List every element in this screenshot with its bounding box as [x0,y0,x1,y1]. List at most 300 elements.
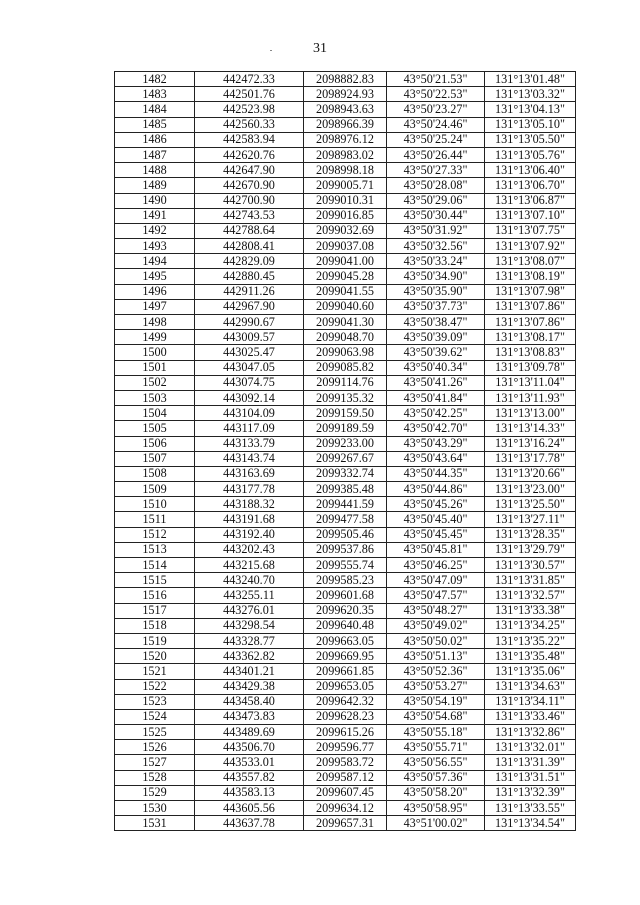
table-row [115,132,576,147]
longitude-cell: 131°13'17.78" [485,451,576,466]
latitude-cell: 43°50'57.36" [387,770,485,785]
table-row [115,451,576,466]
y-coordinate-cell: 2099063.98 [304,345,387,360]
point-number-cell: 1492 [115,223,195,238]
latitude-cell: 43°50'56.55" [387,755,485,770]
y-coordinate-cell: 2099585.23 [304,573,387,588]
point-number-cell: 1531 [115,816,195,831]
longitude-cell: 131°13'32.01" [485,740,576,755]
x-coordinate-cell: 442700.90 [195,193,304,208]
y-coordinate-cell: 2098882.83 [304,72,387,87]
table-row [115,102,576,117]
point-number-cell: 1483 [115,87,195,102]
latitude-cell: 43°50'55.71" [387,740,485,755]
y-coordinate-cell: 2099615.26 [304,725,387,740]
latitude-cell: 43°50'42.25" [387,406,485,421]
y-coordinate-cell: 2099041.30 [304,315,387,330]
x-coordinate-cell: 442788.64 [195,223,304,238]
longitude-cell: 131°13'03.32" [485,87,576,102]
y-coordinate-cell: 2098983.02 [304,147,387,162]
y-coordinate-cell: 2099620.35 [304,603,387,618]
longitude-cell: 131°13'32.39" [485,785,576,800]
x-coordinate-cell: 443255.11 [195,588,304,603]
x-coordinate-cell: 443177.78 [195,482,304,497]
latitude-cell: 43°50'37.73" [387,299,485,314]
table-row [115,163,576,178]
y-coordinate-cell: 2099583.72 [304,755,387,770]
longitude-cell: 131°13'07.86" [485,299,576,314]
point-number-cell: 1512 [115,527,195,542]
point-number-cell: 1530 [115,801,195,816]
x-coordinate-cell: 443133.79 [195,436,304,451]
point-number-cell: 1490 [115,193,195,208]
latitude-cell: 43°50'31.92" [387,223,485,238]
longitude-cell: 131°13'29.79" [485,542,576,557]
coordinates-table [114,71,576,831]
latitude-cell: 43°50'54.19" [387,694,485,709]
x-coordinate-cell: 443092.14 [195,390,304,405]
table-row [115,633,576,648]
y-coordinate-cell: 2099189.59 [304,421,387,436]
latitude-cell: 43°50'32.56" [387,239,485,254]
x-coordinate-cell: 443637.78 [195,816,304,831]
longitude-cell: 131°13'32.57" [485,588,576,603]
longitude-cell: 131°13'06.40" [485,163,576,178]
coordinates-table-body [115,72,576,831]
latitude-cell: 43°50'30.44" [387,208,485,223]
y-coordinate-cell: 2099441.59 [304,497,387,512]
longitude-cell: 131°13'07.92" [485,239,576,254]
latitude-cell: 43°51'00.02" [387,816,485,831]
latitude-cell: 43°50'45.45" [387,527,485,542]
latitude-cell: 43°50'41.26" [387,375,485,390]
latitude-cell: 43°50'52.36" [387,664,485,679]
page-number: 31 [313,41,327,56]
latitude-cell: 43°50'53.27" [387,679,485,694]
table-row [115,588,576,603]
y-coordinate-cell: 2099657.31 [304,816,387,831]
point-number-cell: 1519 [115,633,195,648]
x-coordinate-cell: 443240.70 [195,573,304,588]
y-coordinate-cell: 2099041.55 [304,284,387,299]
y-coordinate-cell: 2098966.39 [304,117,387,132]
table-row [115,330,576,345]
longitude-cell: 131°13'25.50" [485,497,576,512]
y-coordinate-cell: 2099669.95 [304,649,387,664]
latitude-cell: 43°50'22.53" [387,87,485,102]
x-coordinate-cell: 442990.67 [195,315,304,330]
x-coordinate-cell: 443473.83 [195,709,304,724]
latitude-cell: 43°50'40.34" [387,360,485,375]
table-row [115,649,576,664]
point-number-cell: 1489 [115,178,195,193]
point-number-cell: 1511 [115,512,195,527]
point-number-cell: 1508 [115,466,195,481]
point-number-cell: 1525 [115,725,195,740]
longitude-cell: 131°13'23.00" [485,482,576,497]
latitude-cell: 43°50'27.33" [387,163,485,178]
y-coordinate-cell: 2099634.12 [304,801,387,816]
y-coordinate-cell: 2099661.85 [304,664,387,679]
y-coordinate-cell: 2099114.76 [304,375,387,390]
point-number-cell: 1523 [115,694,195,709]
table-row [115,679,576,694]
longitude-cell: 131°13'20.66" [485,466,576,481]
table-row [115,603,576,618]
table-row [115,755,576,770]
x-coordinate-cell: 443489.69 [195,725,304,740]
point-number-cell: 1486 [115,132,195,147]
x-coordinate-cell: 443458.40 [195,694,304,709]
y-coordinate-cell: 2099010.31 [304,193,387,208]
y-coordinate-cell: 2099045.28 [304,269,387,284]
longitude-cell: 131°13'08.19" [485,269,576,284]
table-row [115,360,576,375]
longitude-cell: 131°13'33.55" [485,801,576,816]
x-coordinate-cell: 443276.01 [195,603,304,618]
y-coordinate-cell: 2099628.23 [304,709,387,724]
table-row [115,573,576,588]
point-number-cell: 1495 [115,269,195,284]
table-row [115,527,576,542]
longitude-cell: 131°13'30.57" [485,558,576,573]
x-coordinate-cell: 442880.45 [195,269,304,284]
y-coordinate-cell: 2099032.69 [304,223,387,238]
table-row [115,801,576,816]
longitude-cell: 131°13'05.10" [485,117,576,132]
x-coordinate-cell: 442472.33 [195,72,304,87]
table-row [115,254,576,269]
table-row [115,466,576,481]
longitude-cell: 131°13'31.51" [485,770,576,785]
longitude-cell: 131°13'35.06" [485,664,576,679]
longitude-cell: 131°13'33.38" [485,603,576,618]
point-number-cell: 1504 [115,406,195,421]
longitude-cell: 131°13'07.10" [485,208,576,223]
point-number-cell: 1488 [115,163,195,178]
table-row [115,375,576,390]
table-row [115,618,576,633]
longitude-cell: 131°13'14.33" [485,421,576,436]
x-coordinate-cell: 442967.90 [195,299,304,314]
table-row [115,193,576,208]
y-coordinate-cell: 2099653.05 [304,679,387,694]
latitude-cell: 43°50'42.70" [387,421,485,436]
x-coordinate-cell: 443202.43 [195,542,304,557]
y-coordinate-cell: 2099041.00 [304,254,387,269]
point-number-cell: 1510 [115,497,195,512]
y-coordinate-cell: 2098976.12 [304,132,387,147]
point-number-cell: 1526 [115,740,195,755]
x-coordinate-cell: 443104.09 [195,406,304,421]
x-coordinate-cell: 442808.41 [195,239,304,254]
point-number-cell: 1484 [115,102,195,117]
longitude-cell: 131°13'06.87" [485,193,576,208]
x-coordinate-cell: 442670.90 [195,178,304,193]
point-number-cell: 1502 [115,375,195,390]
longitude-cell: 131°13'06.70" [485,178,576,193]
x-coordinate-cell: 442583.94 [195,132,304,147]
point-number-cell: 1498 [115,315,195,330]
latitude-cell: 43°50'39.62" [387,345,485,360]
table-row [115,512,576,527]
latitude-cell: 43°50'43.29" [387,436,485,451]
longitude-cell: 131°13'28.35" [485,527,576,542]
table-row [115,269,576,284]
longitude-cell: 131°13'27.11" [485,512,576,527]
x-coordinate-cell: 443215.68 [195,558,304,573]
x-coordinate-cell: 442620.76 [195,147,304,162]
latitude-cell: 43°50'54.68" [387,709,485,724]
y-coordinate-cell: 2099005.71 [304,178,387,193]
longitude-cell: 131°13'34.63" [485,679,576,694]
table-row [115,299,576,314]
latitude-cell: 43°50'39.09" [387,330,485,345]
latitude-cell: 43°50'34.90" [387,269,485,284]
latitude-cell: 43°50'23.27" [387,102,485,117]
table-row [115,816,576,831]
latitude-cell: 43°50'38.47" [387,315,485,330]
table-row [115,178,576,193]
longitude-cell: 131°13'05.50" [485,132,576,147]
latitude-cell: 43°50'58.95" [387,801,485,816]
x-coordinate-cell: 443025.47 [195,345,304,360]
x-coordinate-cell: 443506.70 [195,740,304,755]
latitude-cell: 43°50'41.84" [387,390,485,405]
latitude-cell: 43°50'26.44" [387,147,485,162]
point-number-cell: 1493 [115,239,195,254]
latitude-cell: 43°50'35.90" [387,284,485,299]
latitude-cell: 43°50'49.02" [387,618,485,633]
x-coordinate-cell: 443429.38 [195,679,304,694]
latitude-cell: 43°50'46.25" [387,558,485,573]
table-row [115,239,576,254]
longitude-cell: 131°13'16.24" [485,436,576,451]
longitude-cell: 131°13'07.75" [485,223,576,238]
y-coordinate-cell: 2099233.00 [304,436,387,451]
y-coordinate-cell: 2099085.82 [304,360,387,375]
point-number-cell: 1506 [115,436,195,451]
x-coordinate-cell: 443191.68 [195,512,304,527]
longitude-cell: 131°13'35.48" [485,649,576,664]
longitude-cell: 131°13'34.54" [485,816,576,831]
point-number-cell: 1514 [115,558,195,573]
longitude-cell: 131°13'01.48" [485,72,576,87]
latitude-cell: 43°50'47.57" [387,588,485,603]
point-number-cell: 1499 [115,330,195,345]
point-number-cell: 1515 [115,573,195,588]
longitude-cell: 131°13'08.07" [485,254,576,269]
point-number-cell: 1529 [115,785,195,800]
table-row [115,406,576,421]
latitude-cell: 43°50'47.09" [387,573,485,588]
point-number-cell: 1482 [115,72,195,87]
point-number-cell: 1500 [115,345,195,360]
y-coordinate-cell: 2099640.48 [304,618,387,633]
latitude-cell: 43°50'58.20" [387,785,485,800]
table-row [115,664,576,679]
table-row [115,390,576,405]
x-coordinate-cell: 443298.54 [195,618,304,633]
y-coordinate-cell: 2099537.86 [304,542,387,557]
x-coordinate-cell: 442523.98 [195,102,304,117]
latitude-cell: 43°50'45.40" [387,512,485,527]
longitude-cell: 131°13'05.76" [485,147,576,162]
y-coordinate-cell: 2099040.60 [304,299,387,314]
y-coordinate-cell: 2099601.68 [304,588,387,603]
latitude-cell: 43°50'24.46" [387,117,485,132]
table-row [115,740,576,755]
x-coordinate-cell: 442501.76 [195,87,304,102]
y-coordinate-cell: 2098943.63 [304,102,387,117]
point-number-cell: 1494 [115,254,195,269]
y-coordinate-cell: 2098924.93 [304,87,387,102]
x-coordinate-cell: 443328.77 [195,633,304,648]
point-number-cell: 1505 [115,421,195,436]
y-coordinate-cell: 2099385.48 [304,482,387,497]
x-coordinate-cell: 443583.13 [195,785,304,800]
x-coordinate-cell: 443533.01 [195,755,304,770]
table-row [115,421,576,436]
x-coordinate-cell: 442647.90 [195,163,304,178]
y-coordinate-cell: 2099663.05 [304,633,387,648]
x-coordinate-cell: 443009.57 [195,330,304,345]
table-row [115,345,576,360]
latitude-cell: 43°50'55.18" [387,725,485,740]
longitude-cell: 131°13'33.46" [485,709,576,724]
latitude-cell: 43°50'21.53" [387,72,485,87]
y-coordinate-cell: 2099477.58 [304,512,387,527]
table-row [115,117,576,132]
y-coordinate-cell: 2099159.50 [304,406,387,421]
table-row [115,770,576,785]
x-coordinate-cell: 443074.75 [195,375,304,390]
latitude-cell: 43°50'48.27" [387,603,485,618]
latitude-cell: 43°50'33.24" [387,254,485,269]
y-coordinate-cell: 2099505.46 [304,527,387,542]
table-row [115,208,576,223]
x-coordinate-cell: 443143.74 [195,451,304,466]
x-coordinate-cell: 442560.33 [195,117,304,132]
table-row [115,542,576,557]
longitude-cell: 131°13'34.11" [485,694,576,709]
longitude-cell: 131°13'13.00" [485,406,576,421]
table-row [115,785,576,800]
table-row [115,87,576,102]
point-number-cell: 1516 [115,588,195,603]
x-coordinate-cell: 443163.69 [195,466,304,481]
table-row [115,284,576,299]
point-number-cell: 1507 [115,451,195,466]
table-row [115,497,576,512]
latitude-cell: 43°50'29.06" [387,193,485,208]
latitude-cell: 43°50'45.81" [387,542,485,557]
longitude-cell: 131°13'34.25" [485,618,576,633]
table-row [115,223,576,238]
x-coordinate-cell: 443117.09 [195,421,304,436]
y-coordinate-cell: 2099267.67 [304,451,387,466]
table-row [115,709,576,724]
latitude-cell: 43°50'44.86" [387,482,485,497]
x-coordinate-cell: 443192.40 [195,527,304,542]
x-coordinate-cell: 443401.21 [195,664,304,679]
x-coordinate-cell: 443557.82 [195,770,304,785]
x-coordinate-cell: 443188.32 [195,497,304,512]
latitude-cell: 43°50'28.08" [387,178,485,193]
table-row [115,72,576,87]
y-coordinate-cell: 2099332.74 [304,466,387,481]
table-row [115,436,576,451]
point-number-cell: 1527 [115,755,195,770]
point-number-cell: 1491 [115,208,195,223]
longitude-cell: 131°13'35.22" [485,633,576,648]
longitude-cell: 131°13'04.13" [485,102,576,117]
longitude-cell: 131°13'11.93" [485,390,576,405]
y-coordinate-cell: 2099642.32 [304,694,387,709]
point-number-cell: 1518 [115,618,195,633]
point-number-cell: 1517 [115,603,195,618]
longitude-cell: 131°13'07.98" [485,284,576,299]
longitude-cell: 131°13'09.78" [485,360,576,375]
y-coordinate-cell: 2099587.12 [304,770,387,785]
table-row [115,315,576,330]
longitude-cell: 131°13'32.86" [485,725,576,740]
longitude-cell: 131°13'08.17" [485,330,576,345]
point-number-cell: 1520 [115,649,195,664]
longitude-cell: 131°13'11.04" [485,375,576,390]
longitude-cell: 131°13'08.83" [485,345,576,360]
table-row [115,694,576,709]
point-number-cell: 1487 [115,147,195,162]
x-coordinate-cell: 443362.82 [195,649,304,664]
x-coordinate-cell: 442829.09 [195,254,304,269]
latitude-cell: 43°50'43.64" [387,451,485,466]
latitude-cell: 43°50'50.02" [387,633,485,648]
table-row [115,482,576,497]
point-number-cell: 1524 [115,709,195,724]
point-number-cell: 1509 [115,482,195,497]
longitude-cell: 131°13'31.39" [485,755,576,770]
table-row [115,558,576,573]
y-coordinate-cell: 2099555.74 [304,558,387,573]
y-coordinate-cell: 2099048.70 [304,330,387,345]
x-coordinate-cell: 443605.56 [195,801,304,816]
latitude-cell: 43°50'44.35" [387,466,485,481]
x-coordinate-cell: 442743.53 [195,208,304,223]
table-row [115,147,576,162]
longitude-cell: 131°13'31.85" [485,573,576,588]
y-coordinate-cell: 2099016.85 [304,208,387,223]
point-number-cell: 1501 [115,360,195,375]
y-coordinate-cell: 2098998.18 [304,163,387,178]
latitude-cell: 43°50'51.13" [387,649,485,664]
table-row [115,725,576,740]
y-coordinate-cell: 2099596.77 [304,740,387,755]
x-coordinate-cell: 443047.05 [195,360,304,375]
point-number-cell: 1528 [115,770,195,785]
latitude-cell: 43°50'45.26" [387,497,485,512]
point-number-cell: 1521 [115,664,195,679]
point-number-cell: 1503 [115,390,195,405]
longitude-cell: 131°13'07.86" [485,315,576,330]
latitude-cell: 43°50'25.24" [387,132,485,147]
point-number-cell: 1513 [115,542,195,557]
point-number-cell: 1496 [115,284,195,299]
point-number-cell: 1522 [115,679,195,694]
point-number-cell: 1497 [115,299,195,314]
point-number-cell: 1485 [115,117,195,132]
scan-mark [270,50,272,51]
